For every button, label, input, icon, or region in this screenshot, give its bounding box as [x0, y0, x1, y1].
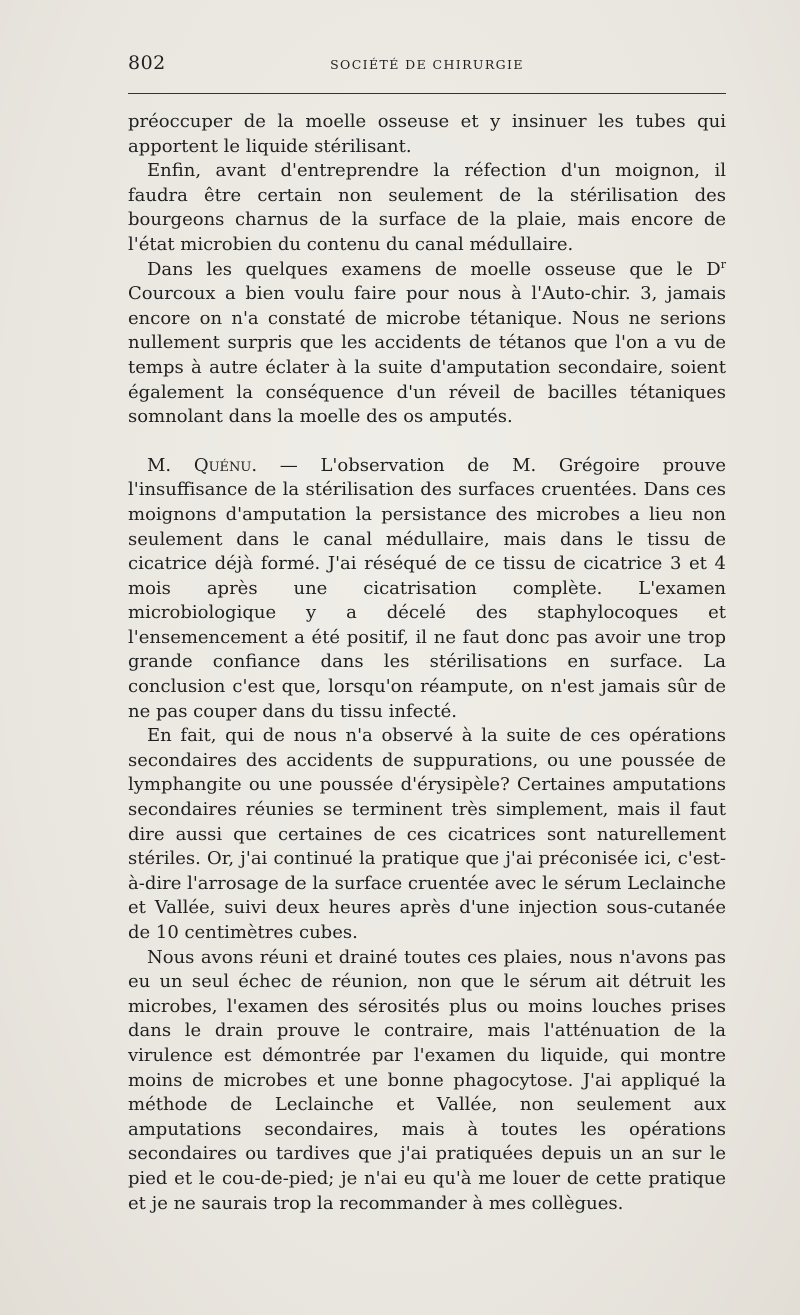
body-text: [128, 110, 726, 1216]
page-number: 802: [128, 52, 166, 74]
superscript-r: r: [720, 257, 726, 271]
paragraph-text-before: Dans les quelques examens de moelle osseuse que le D: [147, 258, 721, 280]
paragraph-text-after: Courcoux a bien voulu faire pour nous à l'Auto-chir. 3, jamais encore on n'a constaté de microbe tétanique. Nous ne serions nullement surpris que les accidents de tétanos que l'on a vu de temps à autre éclater à la suite d'amputation secondaire, soient également la conséquence d'un réveil de bacilles tétaniques somnolant dans la moelle des os amputés.: [128, 283, 726, 428]
speaker-name: M. Quénu.: [147, 454, 258, 476]
header-rule: [128, 93, 726, 94]
paragraph: Enfin, avant d'entreprendre la réfection d'un moignon, il faudra être certain non seulement de la stérilisation des bourgeons charnus de la surface de la plaie, mais encore de l'état microbien du contenu du canal médullaire.: [128, 160, 726, 255]
running-head: SOCIÉTÉ DE CHIRURGIE: [330, 57, 524, 72]
paragraph-quenu: [128, 454, 726, 725]
paragraph: Nous avons réuni et drainé toutes ces plaies, nous n'avons pas eu un seul échec de réunion, non que le sérum ait détruit les microbes, l'examen des sérosités plus ou moins louches prises dans le drain prouve le contraire, mais l'atténuation de la virulence est démontrée par l'examen du liquide, qui montre moins de microbes et une bonne phagocytose. J'ai appliqué la méthode de Leclainche et Vallée, non seulement aux amputations secondaires, mais à toutes les opérations secondaires ou tardives que j'ai pratiquées depuis un an sur le pied et le cou-de-pied; je n'ai eu qu'à me louer de cette pratique et je ne saurais trop la recommander à mes collègues.: [128, 946, 726, 1214]
page-header: [128, 52, 726, 76]
paragraph-continuation: préoccuper de la moelle osseuse et y insinuer les tubes qui apportent le liquide stérilisant.: [128, 111, 726, 157]
paragraph: En fait, qui de nous n'a observé à la suite de ces opérations secondaires des accidents de suppurations, ou une poussée de lymphangite ou une poussée d'érysipèle? Certaines amputations secondaires réunies se terminent très simplement, mais il faut dire aussi que certaines de ces cicatrices sont naturellement stériles. Or, j'ai continué la pratique que j'ai préconisée ici, c'est-à-dire l'arrosage de la surface cruentée avec le sérum Leclainche et Vallée, suivi deux heures après d'une injection sous-cutanée de 10 centimètres cubes.: [128, 725, 726, 943]
speaker-remark: — L'observation de M. Grégoire prouve l'insuffisance de la stérilisation des surfaces cruentées. Dans ces moignons d'amputation la persistance des microbes a lieu non seulement dans le canal médullaire, mais dans le tissu de cicatrice déjà formé. J'ai réséqué de ce tissu de cicatrice 3 et 4 mois après une cicatrisation complète. L'examen microbiologique y a décelé des staphylocoques et l'ensemencement a été positif, il ne faut donc pas avoir une trop grande confiance dans les stérilisations en surface. La conclusion c'est que, lorsqu'on réampute, on n'est jamais sûr de ne pas couper dans du tissu infecté.: [128, 454, 726, 722]
paragraph-courcoux: [128, 258, 726, 430]
